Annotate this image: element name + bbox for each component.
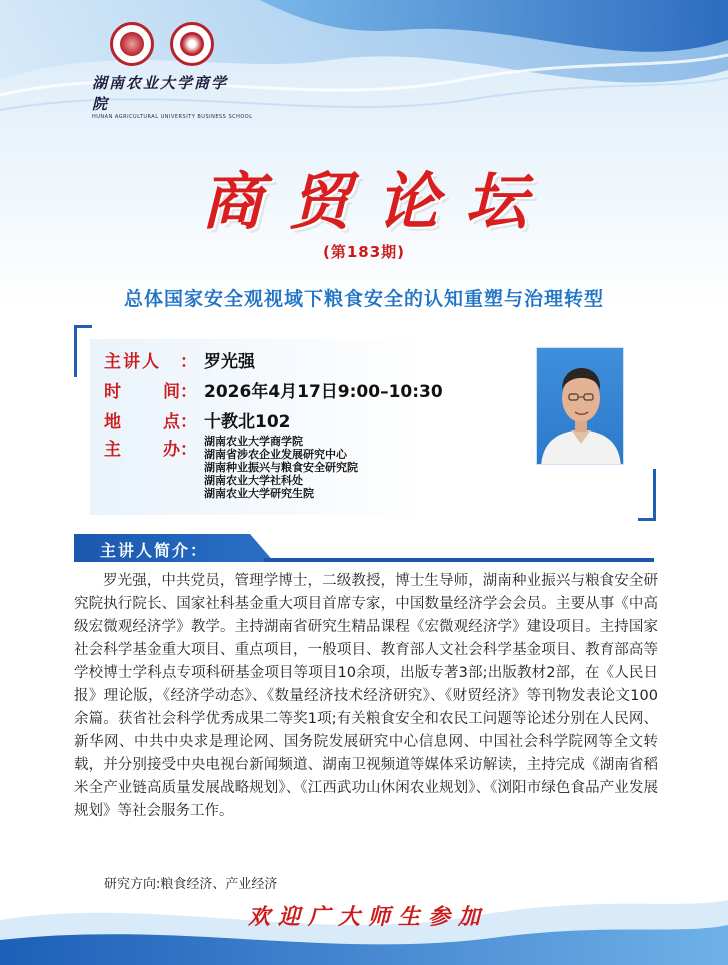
place-label: 地 点 [104,412,180,432]
school-logo [92,22,253,120]
bio-section-header [74,534,654,562]
bio-header-line [264,558,654,562]
time-label: 时 间 [104,382,180,402]
host-item: 湖南农业大学商学院 [204,435,303,448]
bio-paragraph: 罗光强，中共党员，管理学博士，二级教授，博士生导师，湖南种业振兴与粮食安全研究院执行院长、国家社科基金重大项目首席专家，中国数量经济学会会员。主要从事《中高级宏微观经济学》教学。主持湖南省研究生精品课程《宏微观经济学》建设项目。主持国家社会科学基金重大项目、重点项目，一般项目、教育部人文社会科学基金项目、教育部高等学校博士学科点专项科研基金项目等项目10余项，出版专著3部;出版教材2部，在《人民日报》理论版，《经济学动态》、《数量经济技术经济研究》、《财贸经济》等刊物发表论文100余篇。获省社会科学优秀成果二等奖1项;有关粮食安全和农民工问题等论述分别在人民网、新华网、中共中央求是理论网、国务院发展研究中心信息网、中国社会科学院网等全文转载，并分别接受中央电视台新闻频道、湖南卫视频道等媒体采访解读，主持完成《湖南省稻米全产业链高质量发展战略规划》、《江西武功山休闲农业规划》、《浏阳市绿色食品产业发展规划》等社会服务工作。 [74,573,658,819]
speaker-portrait-image [537,348,624,465]
school-name: 湖南农业大学商学院 [92,74,229,113]
issue-number: (第183期) [322,243,406,261]
speaker-photo [536,347,624,465]
university-emblem-icon [110,22,154,66]
lecture-title: 总体国家安全观视域下粮食安全的认知重塑与治理转型 [123,288,604,310]
research-direction: 研究方向:粮食经济、产业经济 [104,877,278,892]
lecture-place: 十教北102 [204,412,291,432]
bio-heading: 主讲人简介： [100,541,209,560]
host-item: 湖南种业振兴与粮食安全研究院 [204,461,358,474]
lecture-time: 2026年4月17日9:00–10:30 [204,382,443,402]
speaker-row: 主讲人 ： 罗光强 [104,347,255,372]
host-row: 主 办 ： 湖南农业大学商学院 湖南省涉农企业发展研究中心 湖南种业振兴与粮食安全研究院 湖南农业大学社科处 湖南农业大学研究生院 [104,435,358,500]
host-label: 主 办 [104,440,180,460]
speaker-name: 罗光强 [204,352,255,372]
host-item: 湖南省涉农企业发展研究中心 [204,448,347,461]
business-school-emblem-icon [170,22,214,66]
welcome-message: 欢迎广大师生参加 [247,904,488,930]
speaker-label: 主讲人 [104,352,161,372]
time-row: 时 间 ： 2026年4月17日9:00–10:30 [104,377,443,402]
school-name-english: HUNAN AGRICULTURAL UNIVERSITY BUSINESS SCHOOL [92,114,253,120]
speaker-bio [74,570,658,823]
host-item: 湖南农业大学研究生院 [204,487,314,500]
host-list [204,435,358,500]
forum-title: 商贸论坛 [200,165,553,238]
host-item: 湖南农业大学社科处 [204,474,303,487]
place-row: 地 点 ： 十教北102 [104,407,291,432]
lecture-info-box [74,325,656,521]
